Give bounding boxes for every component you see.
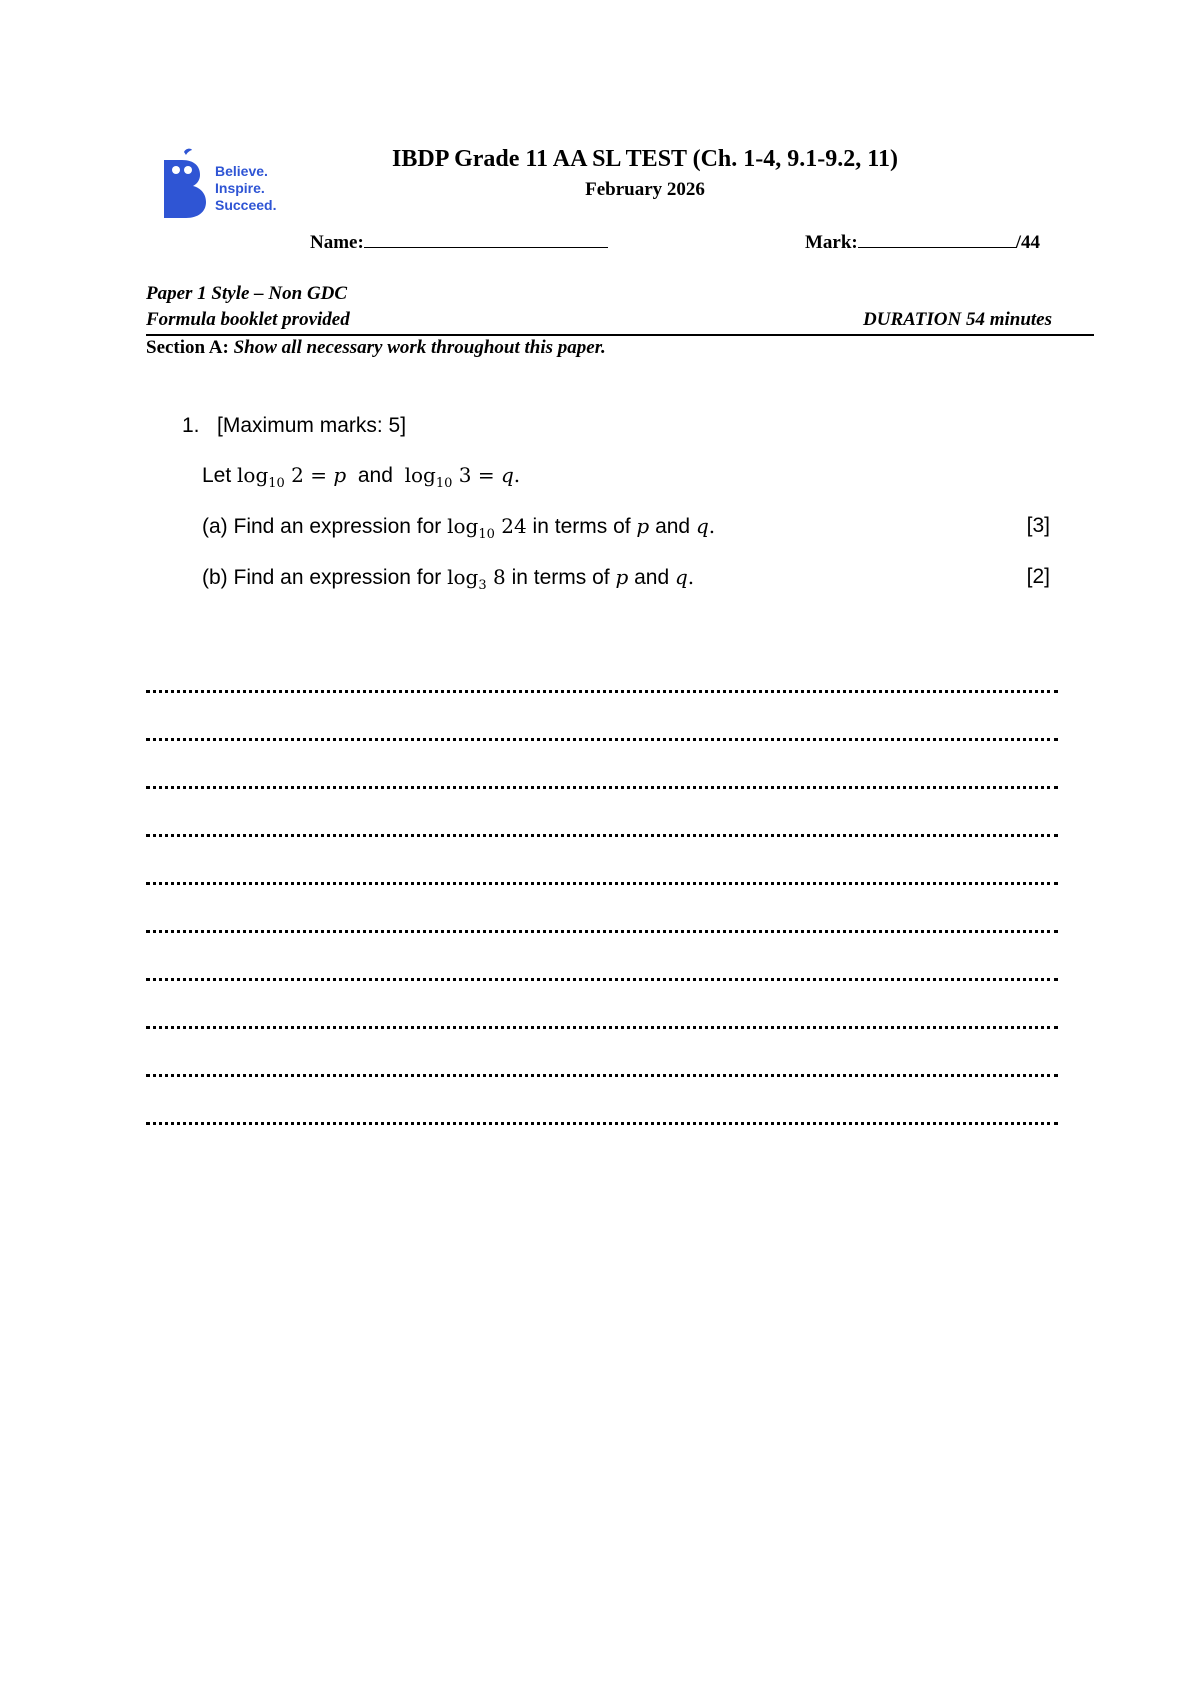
q1a-q: q xyxy=(695,514,709,538)
question-1b xyxy=(202,565,694,593)
formula-booklet-note: Formula booklet provided xyxy=(146,309,350,330)
header-divider xyxy=(146,334,1094,336)
name-field xyxy=(310,229,608,254)
paper-style: Paper 1 Style – Non GDC xyxy=(146,283,348,304)
q1b-q: q xyxy=(674,565,688,589)
question-1a xyxy=(202,514,715,542)
logo-tagline-believe: Believe. xyxy=(215,163,268,179)
q1a-and: and xyxy=(649,515,696,538)
name-blank xyxy=(364,229,608,248)
stem-q: q xyxy=(500,463,514,487)
q1a-end: . xyxy=(708,514,716,538)
duration: DURATION 54 minutes xyxy=(863,309,1052,330)
mark-label: Mark: xyxy=(805,232,858,253)
stem-arg-2: 2 = xyxy=(284,463,334,487)
answer-line xyxy=(146,786,1058,789)
answer-line xyxy=(146,882,1058,885)
answer-line xyxy=(146,690,1058,693)
answer-line xyxy=(146,1122,1058,1125)
name-label: Name: xyxy=(310,232,364,253)
q1b-base: 3 xyxy=(478,578,487,594)
q1b-and: and xyxy=(628,566,675,589)
answer-line xyxy=(146,834,1058,837)
q1b-post: in terms of xyxy=(505,566,616,589)
question-number: 1. xyxy=(182,414,200,437)
mark-blank xyxy=(858,229,1016,248)
stem-let: Let xyxy=(202,464,238,487)
section-instruction: Show all necessary work throughout this paper. xyxy=(233,337,606,358)
question-max-marks: [Maximum marks: 5] xyxy=(217,414,407,437)
q1b-pre: (b) Find an expression for xyxy=(202,566,448,589)
test-title: IBDP Grade 11 AA SL TEST (Ch. 1-4, 9.1-9.2, 11) xyxy=(392,146,898,172)
stem-and: and xyxy=(346,464,405,487)
q1a-marks: [3] xyxy=(1026,514,1050,537)
question-1-stem xyxy=(202,463,520,491)
mark-field xyxy=(805,229,1040,254)
q1a-p: p xyxy=(636,514,650,538)
stem-base-1: 10 xyxy=(268,476,285,492)
stem-p: p xyxy=(333,463,347,487)
answer-line xyxy=(146,930,1058,933)
q1a-post: in terms of xyxy=(526,515,637,538)
stem-log-2: log xyxy=(404,463,436,487)
q1b-p: p xyxy=(615,565,629,589)
answer-line xyxy=(146,978,1058,981)
q1b-marks: [2] xyxy=(1026,565,1050,588)
logo-tagline-succeed: Succeed. xyxy=(215,197,277,213)
mark-total: /44 xyxy=(1015,232,1041,253)
answer-line xyxy=(146,1074,1058,1077)
school-logo xyxy=(160,148,290,218)
question-1-header xyxy=(182,414,406,438)
q1a-base: 10 xyxy=(478,527,495,543)
section-label: Section A: xyxy=(146,337,229,358)
section-a-heading xyxy=(146,337,606,359)
answer-line xyxy=(146,1026,1058,1029)
stem-base-2: 10 xyxy=(435,476,453,492)
q1a-arg: 24 xyxy=(494,514,527,538)
answer-line xyxy=(146,738,1058,741)
test-date: February 2026 xyxy=(585,179,705,200)
q1a-log: log xyxy=(447,514,479,538)
stem-end: . xyxy=(513,463,521,487)
q1b-log: log xyxy=(447,565,479,589)
logo-tagline-inspire: Inspire. xyxy=(215,180,265,196)
q1b-end: . xyxy=(687,565,695,589)
logo-b-icon xyxy=(160,148,210,218)
stem-arg-3: 3 = xyxy=(452,463,501,487)
q1b-arg: 8 xyxy=(486,565,506,589)
q1a-pre: (a) Find an expression for xyxy=(202,515,448,538)
stem-log-1: log xyxy=(237,463,269,487)
